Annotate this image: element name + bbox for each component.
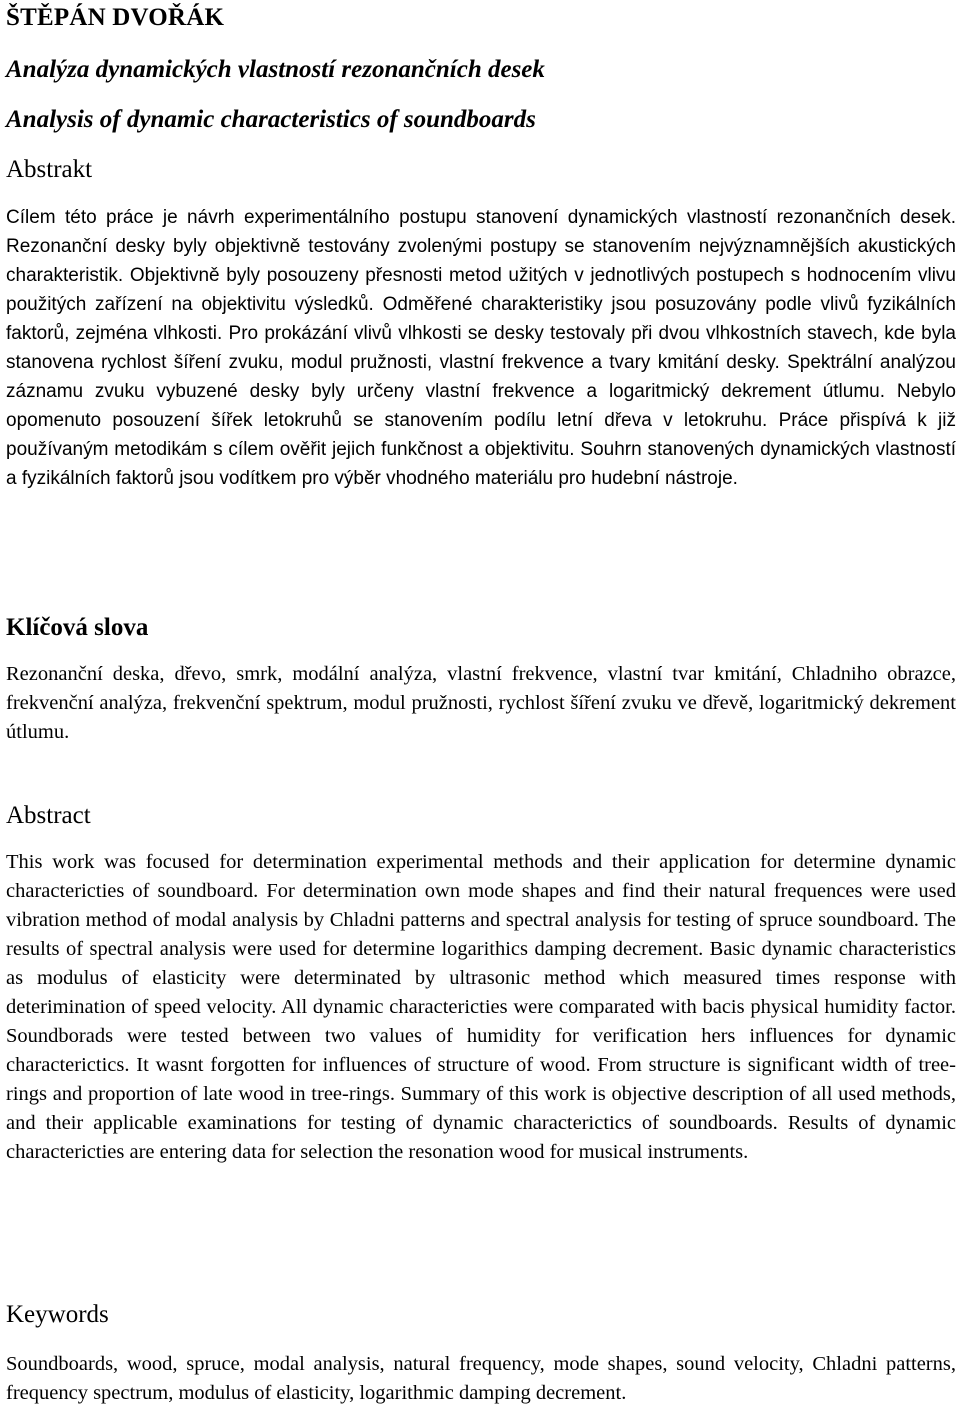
keywords-heading: Keywords bbox=[6, 1301, 109, 1328]
abstrakt-text: Cílem této práce je návrh experimentálního postupu stanovení dynamických vlastností rezonančních desek. Rezonanční desky byly objektivně testovány zvolenými postupy se stanovením nejvýznamnějších akustických charakteristik. Objektivně byly posouzeny přesnosti metod užitých v jednotlivých postupech s hodnocením vlivu použitých zařízení na objektivitu výsledků. Odměřené charakteristiky jsou posuzovány podle vlivů fyzikálních faktorů, zejména vlhkosti. Pro prokázání vlivů vlhkosti se desky testovaly při dvou vlhkostních stavech, kde byla stanovena rychlost šíření zvuku, modul pružnosti, vlastní frekvence a tvary kmitání desky. Spektrální analýzou záznamu zvuku vybuzené desky byly určeny vlastní frekvence a logaritmický dekrement útlumu. Nebylo opomenuto posouzení šířek letokruhů se stanovením podílu letní dřeva v letokruhu. Práce přispívá k již používaným metodikám s cílem ověřit jejich funkčnost a objektivitu. Souhrn stanovených dynamických vlastností a fyzikálních faktorů jsou vodítkem pro výběr vhodného materiálu pro hudební nástroje. bbox=[6, 207, 956, 489]
abstract-heading: Abstract bbox=[6, 802, 91, 829]
abstract-text: This work was focused for determination experimental methods and their application for determine dynamic charactericties of soundboard. For determination own mode shapes and find their natural frequences were used vibration method of modal analysis by Chladni patterns and spectral analysis for testing of spruce soundboard. The results of spectral analysis were used for determine logarithics damping decrement. Basic dynamic characteristics as modulus of elasticity were determinated by ultrasonic method which measured times response with deterimination of speed velocity. All dynamic charactericties were comparated with bacis physical humidity factor. Soundborads were tested between two values of humidity for verification hers influences for dynamic characterictics. It wasnt forgotten for influences of structure of wood. From structure is significant width of tree-rings and proportion of late wood in tree-rings. Summary of this work is objective description of all used methods, and their applicable examinations for testing of dynamic characterictics of soundboards. Results of dynamic charactericties are entering data for selection the resonation wood for musical instruments. bbox=[6, 851, 956, 1163]
keywords-text: Soundboards, wood, spruce, modal analysis, natural frequency, mode shapes, sound velocity, Chladni patterns, frequency spectrum, modulus of elasticity, logarithmic damping decrement. bbox=[6, 1353, 956, 1404]
author-name: ŠTĚPÁN DVOŘÁK bbox=[6, 4, 225, 31]
title-english: Analysis of dynamic characteristics of soundboards bbox=[6, 106, 536, 133]
klicova-slova-text: Rezonanční deska, dřevo, smrk, modální analýza, vlastní frekvence, vlastní tvar kmitání, Chladniho obrazce, frekvenční analýza, frekvenční spektrum, modul pružnosti, rychlost šíření zvuku ve dřevě, logaritmický dekrement útlumu. bbox=[6, 663, 956, 743]
abstrakt-heading: Abstrakt bbox=[6, 156, 93, 183]
klicova-slova-heading: Klíčová slova bbox=[6, 614, 149, 641]
title-czech: Analýza dynamických vlastností rezonančních desek bbox=[6, 56, 545, 83]
